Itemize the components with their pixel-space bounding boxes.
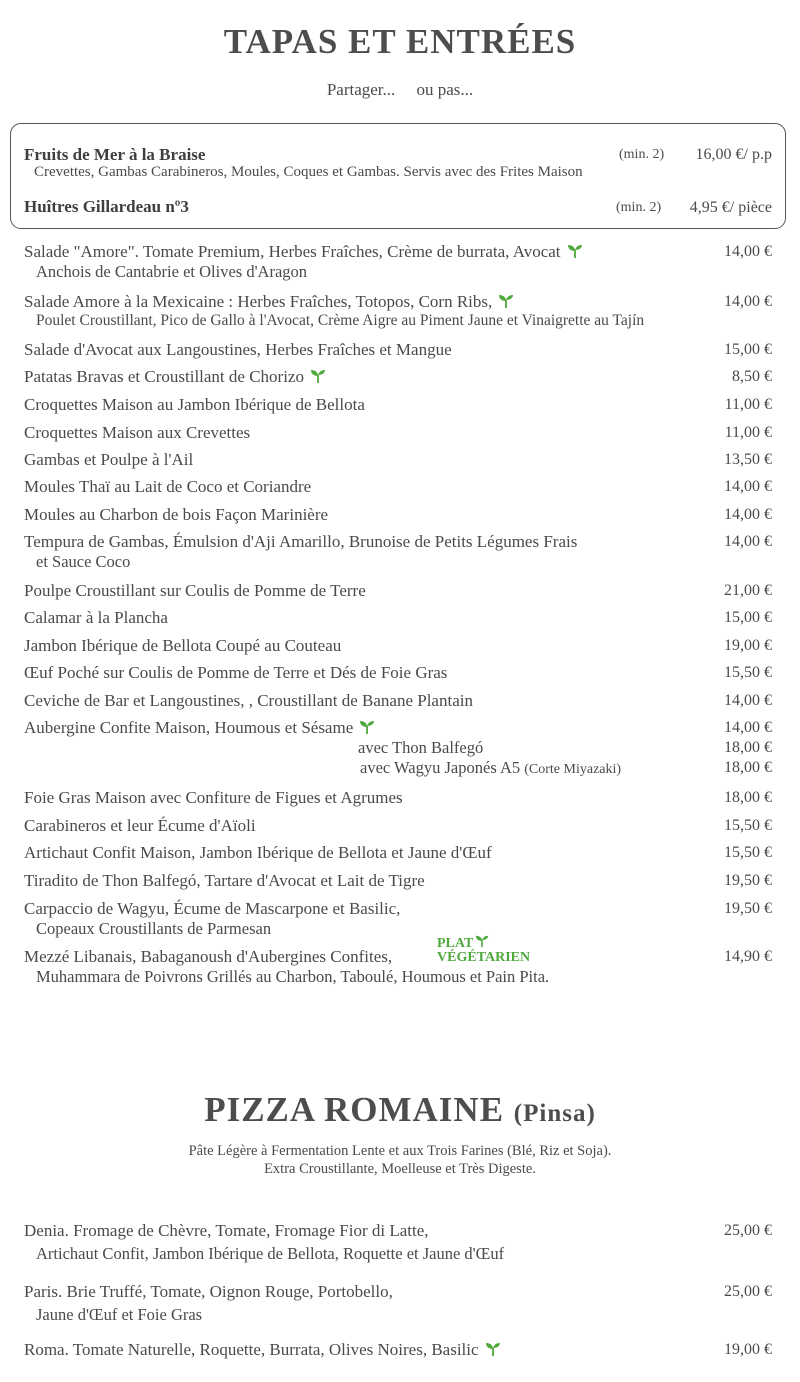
pizza-item: Roma. Tomate Naturelle, Roquette, Burrata, Olives Noires, Basilic (24, 1340, 501, 1360)
menu-item-price: 19,50 € (724, 900, 772, 917)
menu-item: Carpaccio de Wagyu, Écume de Mascarpone et Basilic, (24, 899, 401, 918)
menu-item-price: 11,00 € (724, 424, 772, 441)
sprout-icon (567, 243, 583, 259)
menu-item: Tempura de Gambas, Émulsion d'Aji Amarillo, Brunoise de Petits Légumes Frais (24, 532, 578, 551)
pizza-item-price: 25,00 € (724, 1283, 772, 1300)
menu-item: Salade Amore à la Mexicaine : Herbes Fraîches, Totopos, Corn Ribs, (24, 292, 514, 312)
menu-item-price: 14,00 € (724, 478, 772, 495)
menu-item-price: 15,50 € (724, 664, 772, 681)
menu-item-option: avec Thon Balfegó (358, 738, 484, 757)
menu-item-price: 14,00 € (724, 719, 772, 736)
section-subtitle: Pâte Légère à Fermentation Lente et aux Trois Farines (Blé, Riz et Soja). (188, 1143, 612, 1159)
menu-item: Carabineros et leur Écume d'Aïoli (24, 816, 256, 835)
menu-item: Moules au Charbon de bois Façon Marinière (24, 505, 329, 524)
menu-item-price: 15,00 € (724, 341, 772, 358)
featured-item-desc: Crevettes, Gambas Carabineros, Moules, Coques et Gambas. Servis avec des Frites Maison (34, 164, 583, 180)
menu-item: Foie Gras Maison avec Confiture de Figues et Agrumes (24, 788, 403, 807)
menu-item: Aubergine Confite Maison, Houmous et Sésame (24, 718, 375, 738)
menu-item: Jambon Ibérique de Bellota Coupé au Couteau (24, 636, 342, 655)
menu-item-price: 14,00 € (724, 533, 772, 550)
menu-item-price: 14,90 € (724, 948, 772, 965)
section-subtitle: Extra Croustillante, Moelleuse et Très Digeste. (264, 1161, 536, 1177)
menu-item-price: 14,00 € (724, 692, 772, 709)
page-title: TAPAS ET ENTRÉES (223, 22, 577, 61)
sprout-icon (485, 1341, 501, 1357)
menu-item-price: 15,50 € (724, 844, 772, 861)
sprout-icon (310, 368, 326, 384)
menu-item-desc: Poulet Croustillant, Pico de Gallo à l'Avocat, Crème Aigre au Piment Jaune et Vinaigrette au Tajín (36, 312, 645, 329)
featured-item-note: (min. 2) (616, 200, 662, 215)
menu-item-price: 18,00 € (724, 789, 772, 806)
menu-item-price: 21,00 € (724, 582, 772, 599)
sprout-icon (475, 934, 489, 948)
menu-item: Salade d'Avocat aux Langoustines, Herbes Fraîches et Mangue (24, 340, 452, 359)
menu-item: Croquettes Maison au Jambon Ibérique de Bellota (24, 395, 365, 414)
menu-item-desc: et Sauce Coco (36, 552, 131, 571)
menu-item-desc: Copeaux Croustillants de Parmesan (36, 919, 272, 938)
menu-item-price: 19,50 € (724, 872, 772, 889)
pizza-item-price: 19,00 € (724, 1341, 772, 1358)
section-title: PIZZA ROMAINE (Pinsa) (204, 1090, 596, 1129)
pizza-item: Denia. Fromage de Chèvre, Tomate, Fromage Fior di Latte, (24, 1221, 429, 1240)
menu-item: Ceviche de Bar et Langoustines, , Croustillant de Banane Plantain (24, 691, 473, 710)
featured-item-price: 4,95 €/ pièce (689, 199, 772, 216)
menu-item: Tiradito de Thon Balfegó, Tartare d'Avocat et Lait de Tigre (24, 871, 425, 890)
menu-item: Patatas Bravas et Croustillant de Chorizo (24, 367, 326, 387)
pizza-item-desc: Jaune d'Œuf et Foie Gras (36, 1305, 203, 1324)
menu-item: Salade "Amore". Tomate Premium, Herbes Fraîches, Crème de burrata, Avocat (24, 242, 583, 262)
menu-item: Œuf Poché sur Coulis de Pomme de Terre et Dés de Foie Gras (24, 663, 448, 682)
menu-item-option: avec Wagyu Japonés A5 (Corte Miyazaki) (360, 758, 622, 777)
menu-item: Calamar à la Plancha (24, 608, 168, 627)
menu-item-price: 19,00 € (724, 637, 772, 654)
sprout-icon (498, 293, 514, 309)
menu-item-desc: Anchois de Cantabrie et Olives d'Aragon (36, 262, 308, 281)
menu-item-price: 11,00 € (724, 396, 772, 413)
menu-item: Poulpe Croustillant sur Coulis de Pomme de Terre (24, 581, 366, 600)
menu-item-price: 18,00 € (724, 759, 772, 776)
pizza-item: Paris. Brie Truffé, Tomate, Oignon Rouge, Portobello, (24, 1282, 393, 1301)
sprout-icon (359, 719, 375, 735)
menu-item-desc: Muhammara de Poivrons Grillés au Charbon, Taboulé, Houmous et Pain Pita. (36, 967, 550, 986)
menu-item-price: 18,00 € (724, 739, 772, 756)
menu-item: Gambas et Poulpe à l'Ail (24, 450, 194, 469)
page-subtitle: Partager... ou pas... (326, 80, 474, 99)
menu-item-price: 15,00 € (724, 609, 772, 626)
pizza-item-price: 25,00 € (724, 1222, 772, 1239)
menu-item: Artichaut Confit Maison, Jambon Ibérique de Bellota et Jaune d'Œuf (24, 843, 492, 862)
featured-item-note: (min. 2) (619, 147, 665, 162)
menu-item-price: 8,50 € (732, 368, 772, 385)
featured-item-name: Huîtres Gillardeau nº3 (24, 197, 189, 216)
featured-item-name: Fruits de Mer à la Braise (24, 145, 206, 164)
menu-item-price: 13,50 € (724, 451, 772, 468)
menu-item: Croquettes Maison aux Crevettes (24, 423, 251, 442)
pizza-item-desc: Artichaut Confit, Jambon Ibérique de Bellota, Roquette et Jaune d'Œuf (36, 1244, 505, 1263)
menu-item: Mezzé Libanais, Babaganoush d'Aubergines Confites, (24, 947, 393, 966)
featured-item-price: 16,00 €/ p.p (695, 146, 772, 163)
menu-item-price: 15,50 € (724, 817, 772, 834)
menu-item-price: 14,00 € (724, 506, 772, 523)
vegetarian-label: PLAT VÉGÉTARIEN (437, 936, 531, 965)
menu-item-price: 14,00 € (724, 293, 772, 310)
menu-item: Moules Thaï au Lait de Coco et Coriandre (24, 477, 312, 496)
menu-item-price: 14,00 € (724, 243, 772, 260)
